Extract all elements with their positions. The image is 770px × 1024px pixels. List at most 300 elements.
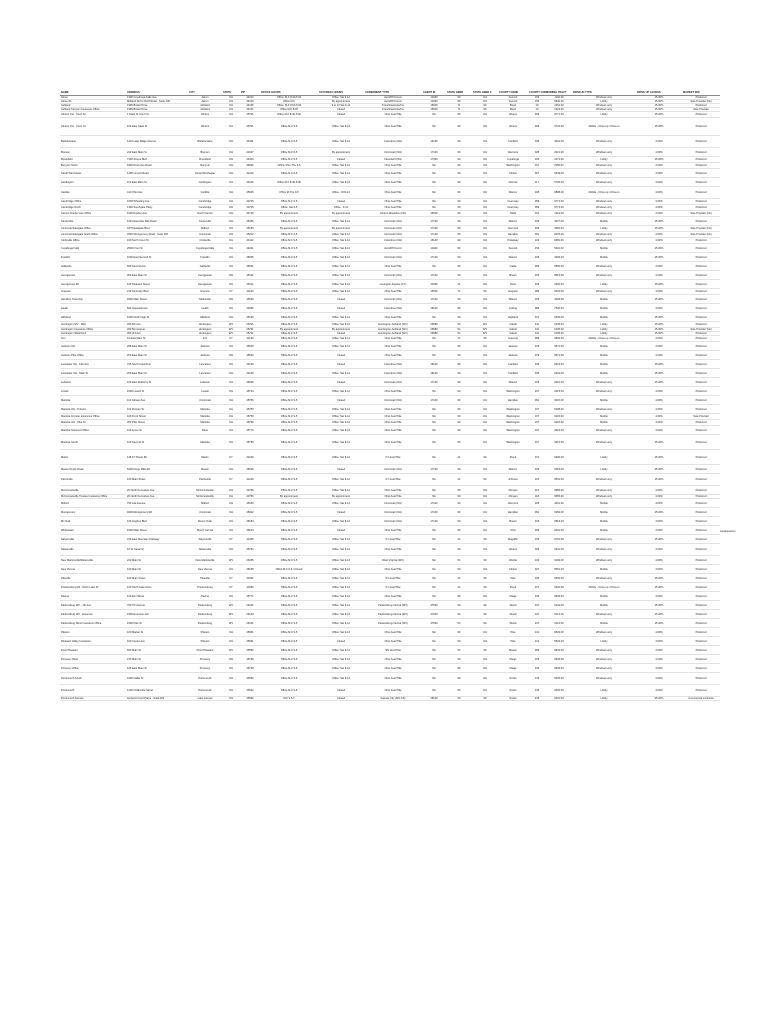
table-cell: Huntington WV - Mall — [60, 322, 126, 328]
table-cell: Point Pleasant — [188, 646, 222, 655]
spreadsheet — [60, 90, 720, 701]
table-cell: OH — [222, 414, 240, 420]
table-cell: 4.00% — [636, 495, 682, 499]
table-cell: NA — [422, 646, 446, 655]
table-cell: 25701 — [240, 328, 260, 332]
table-cell: Lobby — [572, 112, 636, 118]
table-cell: OH — [472, 426, 498, 435]
table-cell: Bucyrus North — [60, 163, 126, 169]
table-cell: 99 — [472, 474, 498, 486]
table-cell: OH — [472, 351, 498, 360]
table-row — [60, 508, 720, 517]
table-cell: Lancaster OH - Fair Ave — [60, 360, 126, 369]
table-cell: Ohio Auto/Title — [364, 655, 422, 664]
table-cell: 9645.00 — [546, 664, 572, 673]
table-cell: Marietta OH - Pike St — [60, 420, 126, 426]
table-cell: Office M-F 9-5 — [260, 262, 318, 271]
column-header: ZIP — [240, 90, 260, 96]
table-cell: 45040 — [240, 465, 260, 474]
table-cell: OH — [472, 178, 498, 187]
table-cell: Cincinnati (OH) — [364, 295, 422, 304]
table-cell: OH — [472, 637, 498, 646]
table-cell: WV — [222, 619, 240, 628]
table-cell: 26580 — [422, 328, 446, 332]
table-row — [60, 697, 720, 701]
table-cell: Warren — [498, 378, 528, 387]
table-cell: NA — [422, 583, 446, 592]
table-cell: Office M-F 9-5 — [260, 646, 318, 655]
table-cell: Cincinnati — [188, 508, 222, 517]
table-cell: Highland — [498, 313, 528, 322]
table-cell: Closed — [318, 360, 364, 369]
table-cell: Centerville — [60, 217, 126, 226]
table-row — [60, 118, 720, 136]
table-cell: OH — [222, 205, 240, 211]
table-row — [60, 685, 720, 697]
table-cell: Cincinnati (OH) — [364, 517, 422, 526]
table-cell: Windows only — [572, 178, 636, 187]
table-cell: McConnelsville Trustee Insurance Office — [60, 495, 126, 499]
table-cell: 99 — [446, 592, 472, 601]
table-cell: 15.00% — [636, 508, 682, 517]
table-cell: 9542.00 — [546, 646, 572, 655]
table-cell: 1200 Chillicothe Street — [126, 685, 188, 697]
table-cell: 4.00% — [636, 556, 682, 565]
table-cell: Windows only — [572, 544, 636, 556]
table-cell: 10 W Canal St — [126, 544, 188, 556]
table-cell: Washington — [498, 420, 528, 426]
table-cell: 15000 — [422, 104, 446, 108]
table-cell: 0105.00 — [546, 328, 572, 332]
table-cell: 99 — [446, 313, 472, 322]
table-cell: 600 Main St — [126, 646, 188, 655]
table-row — [60, 253, 720, 262]
table-cell: 45154 — [240, 517, 260, 526]
table-cell: OH — [222, 378, 240, 387]
table-cell: Ohio Auto/Title — [364, 313, 422, 322]
table-cell: OH — [472, 387, 498, 396]
table-cell: Meigs — [498, 664, 528, 673]
table-cell: 99 — [446, 426, 472, 435]
table-cell: Preferred — [682, 628, 720, 637]
table-cell: Cincinnati (OH) — [364, 396, 422, 405]
table-cell: Ohio Auto/Title — [364, 289, 422, 295]
table-cell: Windows only — [572, 495, 636, 499]
table-cell: 43756 — [240, 495, 260, 499]
table-cell: 0035.00 — [546, 673, 572, 685]
table-row — [60, 544, 720, 556]
table-cell: 25.00% — [636, 465, 682, 474]
table-cell: NA — [422, 664, 446, 673]
table-cell: 99 — [446, 465, 472, 474]
table-cell: 9645.00 — [546, 592, 572, 601]
table-cell: 45701 — [240, 118, 260, 136]
table-cell: 4475 Eastgate Blvd — [126, 226, 188, 232]
table-cell: 167 — [528, 163, 546, 169]
table-cell: Lobby — [572, 322, 636, 328]
table-row — [60, 474, 720, 486]
table-cell: 9655.00 — [546, 495, 572, 499]
table-cell: Boyd — [498, 108, 528, 112]
table-cell: Ohio Auto/Title — [364, 565, 422, 574]
table-cell: 99 — [446, 187, 472, 199]
column-header: STATE — [222, 90, 240, 96]
table-cell: 125 East Main St — [126, 664, 188, 673]
table-cell: 1 State St Court St — [126, 112, 188, 118]
table-cell: 9898.00 — [546, 187, 572, 199]
table-cell: Franchise/Auto/Ins — [364, 108, 422, 112]
table-cell: Office M-F 9-5 — [260, 610, 318, 619]
table-cell: 99 — [446, 517, 472, 526]
table-cell: Preferred — [682, 610, 720, 619]
table-cell: Marietta South — [60, 435, 126, 450]
table-cell: Summit — [498, 244, 528, 253]
table-cell: Athens OH - Court St — [60, 112, 126, 118]
table-cell: 99 — [472, 450, 498, 465]
table-cell: 4.00% — [636, 304, 682, 313]
table-cell: Preferred — [682, 499, 720, 508]
table-cell: 99 — [446, 253, 472, 262]
table-cell: Cambridge North — [60, 205, 126, 211]
table-cell: Office M-F 9-5 — [260, 378, 318, 387]
table-cell: Preferred — [682, 238, 720, 244]
table-row — [60, 655, 720, 664]
table-cell: 9771.00 — [546, 199, 572, 205]
table-cell: Office: Sat 9-12 — [318, 556, 364, 565]
table-cell: Mobile — [572, 592, 636, 601]
table-cell: OH — [222, 217, 240, 226]
table-cell: 117 — [528, 178, 546, 187]
table-cell: 027 — [528, 169, 546, 178]
table-cell: Prestonsburg #2 - North Lake Dr — [60, 583, 126, 592]
table-cell: Ohio Auto/Title — [364, 336, 422, 342]
table-cell: NA — [422, 205, 446, 211]
table-cell: 2021.00 — [546, 148, 572, 157]
table-cell: Preferred — [682, 205, 720, 211]
table-cell: Office: Sat 9-12 — [318, 178, 364, 187]
table-cell: 15000 — [422, 108, 446, 112]
table-cell: OH — [222, 148, 240, 157]
table-cell: Closed — [318, 157, 364, 163]
table-cell: 079 — [528, 351, 546, 360]
table-cell: OH — [222, 313, 240, 322]
table-cell: Morrow — [498, 178, 528, 187]
table-cell: 54 — [446, 619, 472, 628]
table-cell: 10 East Main St — [126, 336, 188, 342]
table-cell: Salyersville — [60, 535, 126, 544]
table-row — [60, 646, 720, 655]
table-cell: 100 East State St — [126, 118, 188, 136]
table-cell: Milford — [188, 499, 222, 508]
table-cell: 165 — [528, 217, 546, 226]
table-cell: 9200.00 — [546, 450, 572, 465]
table-cell: OH — [222, 426, 240, 435]
table-cell: 4001.00 — [546, 499, 572, 508]
table-cell: 15.00% — [636, 378, 682, 387]
table-cell: 110 Gilman Ave — [126, 396, 188, 405]
table-cell: KY — [222, 474, 240, 486]
table-cell: Office: Sat 9-12 — [318, 628, 364, 637]
table-cell: 17140 — [422, 465, 446, 474]
table-cell: 45750 — [240, 435, 260, 450]
table-cell: Office M-F 9-5 — [260, 655, 318, 664]
table-cell: 99 — [446, 226, 472, 232]
table-row — [60, 592, 720, 601]
table-cell: 071 — [528, 450, 546, 465]
table-cell: Preferred — [682, 517, 720, 526]
table-cell: Marietta — [188, 420, 222, 426]
table-cell: Preferred — [682, 465, 720, 474]
table-cell: 44403 — [240, 157, 260, 163]
table-cell: 0216.00 — [546, 435, 572, 450]
table-cell: 1216 Lake Ridge Avenue — [126, 136, 188, 148]
table-cell: 089 — [528, 289, 546, 295]
table-cell: 41240 — [240, 474, 260, 486]
table-cell: 061 — [528, 232, 546, 238]
table-cell: Pikeville — [60, 574, 126, 583]
table-cell: OH — [222, 226, 240, 232]
table-cell: Portsmouth — [60, 685, 126, 697]
table-cell: 4.00% — [636, 148, 682, 157]
table-cell: 100 Hughes Blvd — [126, 517, 188, 526]
table-cell: Hamilton — [498, 232, 528, 238]
table-cell: 4.00% — [636, 178, 682, 187]
table-cell: 44313 — [240, 100, 260, 104]
table-cell: 300 Pike Street — [126, 420, 188, 426]
table-cell: OH — [222, 295, 240, 304]
table-cell: Mobile - Drive-up / Drive-in — [572, 118, 636, 136]
table-cell: Pomeroy — [188, 664, 222, 673]
table-cell: WV — [472, 332, 498, 336]
table-cell: OH — [472, 187, 498, 199]
table-cell: 045 — [528, 369, 546, 378]
table-row — [60, 342, 720, 351]
table-cell: Mobile — [572, 517, 636, 526]
table-cell: McConnelsville — [188, 486, 222, 495]
table-cell: Preferred — [682, 332, 720, 336]
table-cell: Brown — [498, 271, 528, 280]
table-cell: Office M-F 9-5 — [260, 238, 318, 244]
table-cell: Clermont — [498, 226, 528, 232]
table-cell: OH — [222, 369, 240, 378]
table-cell: OH — [222, 280, 240, 289]
table-cell: Hamilton — [498, 396, 528, 405]
table-cell: 009 — [528, 118, 546, 136]
table-cell: Fairfield — [498, 360, 528, 369]
table-cell: Office: Sat 9-12 — [318, 664, 364, 673]
table-cell: OH — [472, 169, 498, 178]
table-cell: OH — [222, 499, 240, 508]
table-cell: OH — [222, 118, 240, 136]
table-cell: 195 — [528, 574, 546, 583]
table-cell: 600 Second Ave — [126, 262, 188, 271]
table-cell: OH — [472, 420, 498, 426]
table-cell: 45133 — [240, 313, 260, 322]
table-cell: OH — [472, 211, 498, 217]
table-cell: 20 North Kennebec Ave — [126, 495, 188, 499]
table-cell: 3205.00 — [546, 295, 572, 304]
table-cell: Closed — [318, 112, 364, 118]
table-cell: 21 — [446, 474, 472, 486]
table-cell: 167 — [528, 426, 546, 435]
table-cell: Wood — [498, 601, 528, 610]
table-cell: Circleville — [188, 238, 222, 244]
table-cell: Preferred — [682, 574, 720, 583]
table-cell: 0310.00 — [546, 378, 572, 387]
table-cell: 4.00% — [636, 136, 682, 148]
table-cell: Windows only — [572, 535, 636, 544]
table-cell: Office: Sat 9-12 — [318, 336, 364, 342]
column-header: STATE ABBR — [446, 90, 472, 96]
table-cell: 15.00% — [636, 535, 682, 544]
table-cell: Preferred — [682, 592, 720, 601]
table-cell: OH — [222, 420, 240, 426]
table-cell: WV Auto/Title — [364, 646, 422, 655]
table-cell: Closed — [318, 526, 364, 535]
table-cell: 99 — [446, 136, 472, 148]
table-cell: 0105.00 — [546, 322, 572, 328]
table-cell: 44105 — [240, 104, 260, 108]
table-cell: Columbus (OH) — [364, 369, 422, 378]
table-cell: 0254.00 — [546, 508, 572, 517]
table-cell: 26101 — [240, 601, 260, 610]
table-cell: 0113.00 — [546, 610, 572, 619]
table-cell: Milford — [60, 499, 126, 508]
table-row — [60, 136, 720, 148]
table-cell: 15.00% — [636, 100, 682, 104]
table-cell: 4.00% — [636, 211, 682, 217]
table-cell: 071 — [528, 583, 546, 592]
table-cell: Bellefontaine — [188, 136, 222, 148]
table-cell: 45750 — [240, 420, 260, 426]
table-cell: Grayson — [188, 289, 222, 295]
table-cell: Office M-F 9-5 — [260, 508, 318, 517]
table-cell: 44310 — [240, 96, 260, 100]
table-cell: Huntington-Ashland (WV) — [364, 332, 422, 336]
table-cell: OH — [222, 104, 240, 108]
table-cell: Office M-F 9-5 — [260, 673, 318, 685]
table-cell: Piketon — [188, 628, 222, 637]
table-cell: Preferred — [682, 526, 720, 535]
table-cell: 99 — [446, 405, 472, 414]
table-cell: Sole Provider — [682, 414, 720, 420]
table-cell: NA — [422, 426, 446, 435]
table-cell: NA — [422, 420, 446, 426]
table-cell: Marietta OH - Putnam — [60, 405, 126, 414]
table-cell: Preferred — [682, 396, 720, 405]
table-cell: Ohio Auto/Title — [364, 435, 422, 450]
table-cell: 0241.00 — [546, 544, 572, 556]
table-cell: 015 — [528, 271, 546, 280]
table-cell: 9706.00 — [546, 178, 572, 187]
table-cell: Parkersburg — [188, 610, 222, 619]
table-cell: Preferred — [682, 360, 720, 369]
table-cell: Mobile — [572, 351, 636, 360]
table-cell: Office: Sat 9-12 — [318, 486, 364, 495]
table-cell: 17140 — [422, 271, 446, 280]
table-cell: 053 — [528, 646, 546, 655]
table-cell: Office: Sat 9-12 — [318, 583, 364, 592]
table-cell: 167 — [528, 414, 546, 420]
table-cell: Parkersburg WV - 7th Ave — [60, 601, 126, 610]
table-cell: Office M-F 9-5 — [260, 289, 318, 295]
table-row — [60, 280, 720, 289]
table-cell: Mobile — [572, 619, 636, 628]
table-cell: Georgetown — [60, 271, 126, 280]
table-cell: Nelsonville — [188, 544, 222, 556]
table-cell: Bucyrus — [188, 163, 222, 169]
table-cell: Magoffin — [498, 535, 528, 544]
table-cell: Preferred — [682, 664, 720, 673]
table-cell: OH — [222, 637, 240, 646]
table-cell: Office M-F 9-5 — [260, 118, 318, 136]
table-cell: Akron — [188, 96, 222, 100]
table-cell: 15.00% — [636, 295, 682, 304]
table-cell: Mobile - Drive-up / Drive-in — [572, 187, 636, 199]
table-cell: 54 — [446, 646, 472, 655]
column-header: COUNTY CODE — [529, 91, 549, 94]
table-cell: 131 — [528, 628, 546, 637]
table-cell: 4.00% — [636, 396, 682, 405]
table-cell: Pomeroy Office — [60, 664, 126, 673]
table-cell: OH — [222, 253, 240, 262]
table-cell: Reno — [188, 426, 222, 435]
table-cell: 25.00% — [636, 697, 682, 701]
table-row — [60, 396, 720, 405]
table-cell: Mobile — [572, 414, 636, 420]
table-cell: 15940 — [422, 211, 446, 217]
table-cell: Cincinnati Eastgate North Office — [60, 232, 126, 238]
table-cell: Closed — [318, 351, 364, 360]
table-cell: Windows only — [572, 474, 636, 486]
table-cell: Gallipolis — [188, 262, 222, 271]
table-cell: Office: Sat 9-12 — [318, 387, 364, 396]
table-cell: 145 — [528, 685, 546, 697]
table-cell: OH — [222, 517, 240, 526]
table-row — [60, 378, 720, 387]
table-cell: 210 Main St — [126, 655, 188, 664]
table-cell: Office: Sat 9-12 — [318, 420, 364, 426]
table-cell: Fairfield — [498, 369, 528, 378]
table-cell: 300 3rd Ave — [126, 332, 188, 336]
table-cell: Wood — [498, 610, 528, 619]
table-cell: Columbus (OH) — [364, 238, 422, 244]
table-cell: 45661 — [240, 637, 260, 646]
table-cell: 54 — [446, 610, 472, 619]
table-row — [60, 664, 720, 673]
table-cell: OH — [222, 96, 240, 100]
column-header: SATURDAY HOURS — [318, 90, 364, 96]
table-cell: 210 Kentucky Blvd — [126, 289, 188, 295]
table-cell: 165 — [528, 253, 546, 262]
table-cell: Office M-F 9-5 — [260, 351, 318, 360]
table-cell: By appointment — [318, 148, 364, 157]
table-row — [60, 187, 720, 199]
table-cell: Athens — [498, 544, 528, 556]
table-cell: 4.00% — [636, 628, 682, 637]
table-cell: Cincinnati (OH) — [364, 253, 422, 262]
table-cell: 5200 Kings Mills Rd — [126, 465, 188, 474]
table-cell: 061 — [528, 396, 546, 405]
table-row — [60, 169, 720, 178]
table-row — [60, 217, 720, 226]
table-cell: 45750 — [240, 396, 260, 405]
table-cell: By appointment — [260, 328, 318, 332]
table-cell: 15.00% — [636, 610, 682, 619]
table-cell: 44101 — [240, 108, 260, 112]
table-cell: 99 — [446, 360, 472, 369]
table-cell: 99 — [446, 544, 472, 556]
